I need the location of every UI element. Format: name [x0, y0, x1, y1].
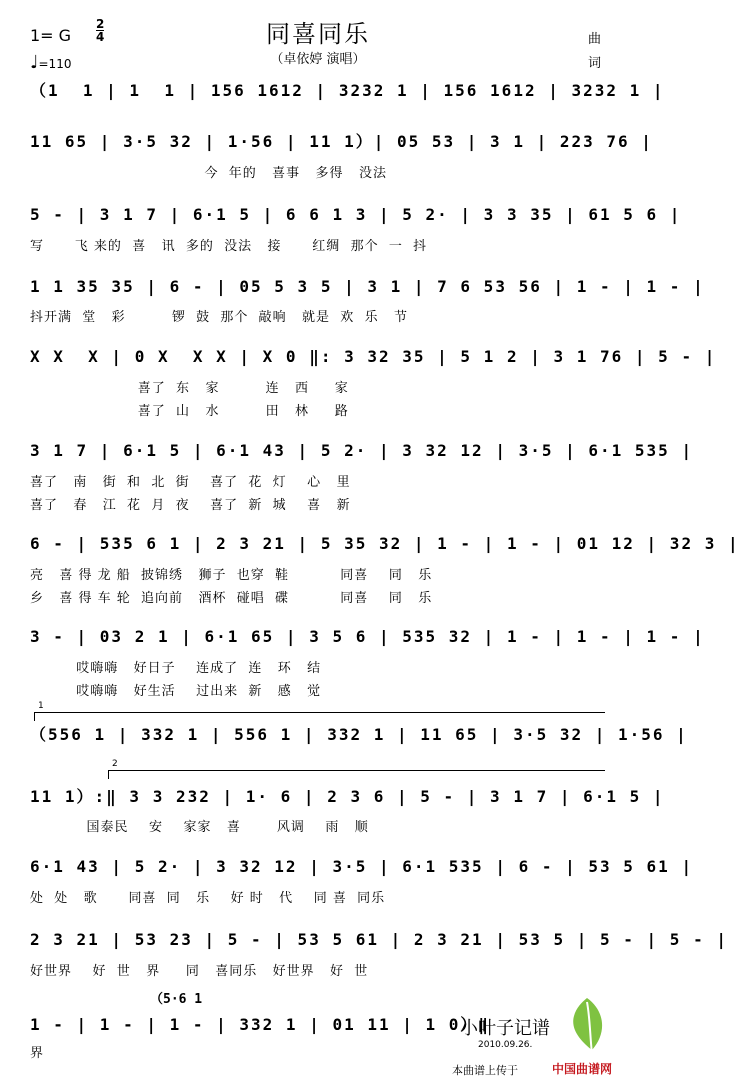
lyric-line: 好世界 好 世 界 同 喜同乐 好世界 好 世 — [30, 964, 369, 979]
first-ending-bracket — [34, 701, 605, 721]
second-ending-number: 2 — [112, 759, 118, 769]
site-name: 中国曲谱网 — [552, 1062, 613, 1076]
time-signature — [96, 18, 104, 43]
score-line — [30, 626, 705, 648]
meter-top: 2 — [96, 17, 105, 31]
watermark-text: 小叶子记谱 — [460, 1018, 550, 1039]
score-line — [30, 131, 653, 153]
score-line — [30, 724, 688, 746]
lyric-line-verse2: 哎嗨嗨 好生活 过出来 新 感 觉 — [30, 684, 322, 699]
notation: 5 - | 3 1 7 | 6·1 5 | 6 6 1 3 | 5 2· | 3 3 35 | 61 5 6 | — [30, 205, 682, 224]
score-line — [30, 440, 694, 462]
lyric-line: 抖开满 堂 彩 锣 鼓 那个 敲响 就是 欢 乐 节 — [30, 310, 408, 325]
notation: 6 - | 535 6 1 | 2 3 21 | 5 35 32 | 1 - | 1 - | 01 12 | 32 3 | — [30, 534, 740, 553]
transition-notation — [30, 988, 240, 1007]
tempo-marking — [30, 52, 71, 73]
lyric-line: 今 年的 喜事 多得 没法 — [30, 166, 387, 181]
notation: 6·1 43 | 5 2· | 3 32 12 | 3·5 | 6·1 535 | 6 - | 53 5 61 | — [30, 857, 694, 876]
quarter-note-icon: ♩ — [30, 52, 39, 73]
meter-bottom: 4 — [96, 30, 105, 44]
notation: 11 65 | 3·5 32 | 1·56 | 11 1）| 05 53 | 3 1 | 223 76 | — [30, 132, 653, 151]
watermark-date: 2010.09.26. — [478, 1040, 533, 1050]
second-ending-bracket — [108, 759, 605, 779]
score-line — [30, 856, 694, 878]
lyric-line-verse2: 喜了 春 江 花 月 夜 喜了 新 城 喜 新 — [30, 498, 351, 513]
notation: 1 1 35 35 | 6 - | 05 5 3 5 | 3 1 | 7 6 53 56 | 1 - | 1 - | — [30, 277, 705, 296]
score-line — [30, 929, 728, 951]
performer-note: （卓依婷 演唱） — [270, 52, 366, 67]
lyric-line: 处 处 歌 同喜 同 乐 好 时 代 同 喜 同乐 — [30, 891, 386, 906]
notation: 2 3 21 | 53 23 | 5 - | 53 5 61 | 2 3 21 | 53 5 | 5 - | 5 - | — [30, 930, 728, 949]
lyric-line-verse1: 喜了 东 家 连 西 家 — [30, 381, 349, 396]
transition-notes: （5·6 1 — [150, 992, 203, 1007]
score-line — [30, 533, 740, 555]
composer-label: 曲 — [588, 32, 602, 47]
lyric-line-verse1: 喜了 南 街 和 北 街 喜了 花 灯 心 里 — [30, 475, 351, 490]
score-line — [30, 276, 705, 298]
first-ending-number: 1 — [38, 701, 44, 711]
upload-note: 本曲谱上传于 — [452, 1064, 518, 1077]
lyric-line-verse2: 喜了 山 水 田 林 路 — [30, 404, 349, 419]
key-signature: 1= G — [30, 26, 72, 45]
notation: （1 1 | 1 1 | 156 1612 | 3232 1 | 156 1612 | 3232 1 | — [30, 81, 665, 100]
leaf-logo-icon — [564, 996, 610, 1058]
notation: 3 - | 03 2 1 | 6·1 65 | 3 5 6 | 535 32 | 1 - | 1 - | 1 - | — [30, 627, 705, 646]
lyricist-label: 词 — [588, 56, 602, 71]
song-title: 同喜同乐 — [266, 20, 370, 48]
score-line — [30, 204, 682, 226]
lyric-line: 国泰民 安 家家 喜 风调 雨 顺 — [30, 820, 369, 835]
score-line — [30, 80, 665, 102]
notation: （556 1 | 332 1 | 556 1 | 332 1 | 11 65 | 3·5 32 | 1·56 | — [30, 725, 688, 744]
lyric-line-verse1: 哎嗨嗨 好日子 连成了 连 环 结 — [30, 661, 322, 676]
tempo-value: =110 — [38, 57, 72, 71]
notation: X X X | 0 X X X | X 0 ‖: 3 32 35 | 5 1 2 | 3 1 76 | 5 - | — [30, 347, 717, 366]
lyric-line-verse2: 乡 喜 得 车 轮 追向前 酒杯 碰唱 碟 同喜 同 乐 — [30, 591, 433, 606]
score-line — [30, 786, 665, 808]
score-line — [30, 346, 717, 368]
lyric-line: 界 — [30, 1046, 45, 1061]
notation: 11 1）:‖ 3 3 232 | 1· 6 | 2 3 6 | 5 - | 3 1 7 | 6·1 5 | — [30, 787, 665, 806]
lyric-line-verse1: 亮 喜 得 龙 船 披锦绣 狮子 也穿 鞋 同喜 同 乐 — [30, 568, 433, 583]
notation: 3 1 7 | 6·1 5 | 6·1 43 | 5 2· | 3 32 12 | 3·5 | 6·1 535 | — [30, 441, 694, 460]
score-line-final — [30, 1014, 491, 1036]
notation: 1 - | 1 - | 1 - | 332 1 | 01 11 | 1 0）‖ — [30, 1015, 491, 1034]
lyric-line: 写 飞 来的 喜 讯 多的 没法 接 红绸 那个 一 抖 — [30, 239, 428, 254]
